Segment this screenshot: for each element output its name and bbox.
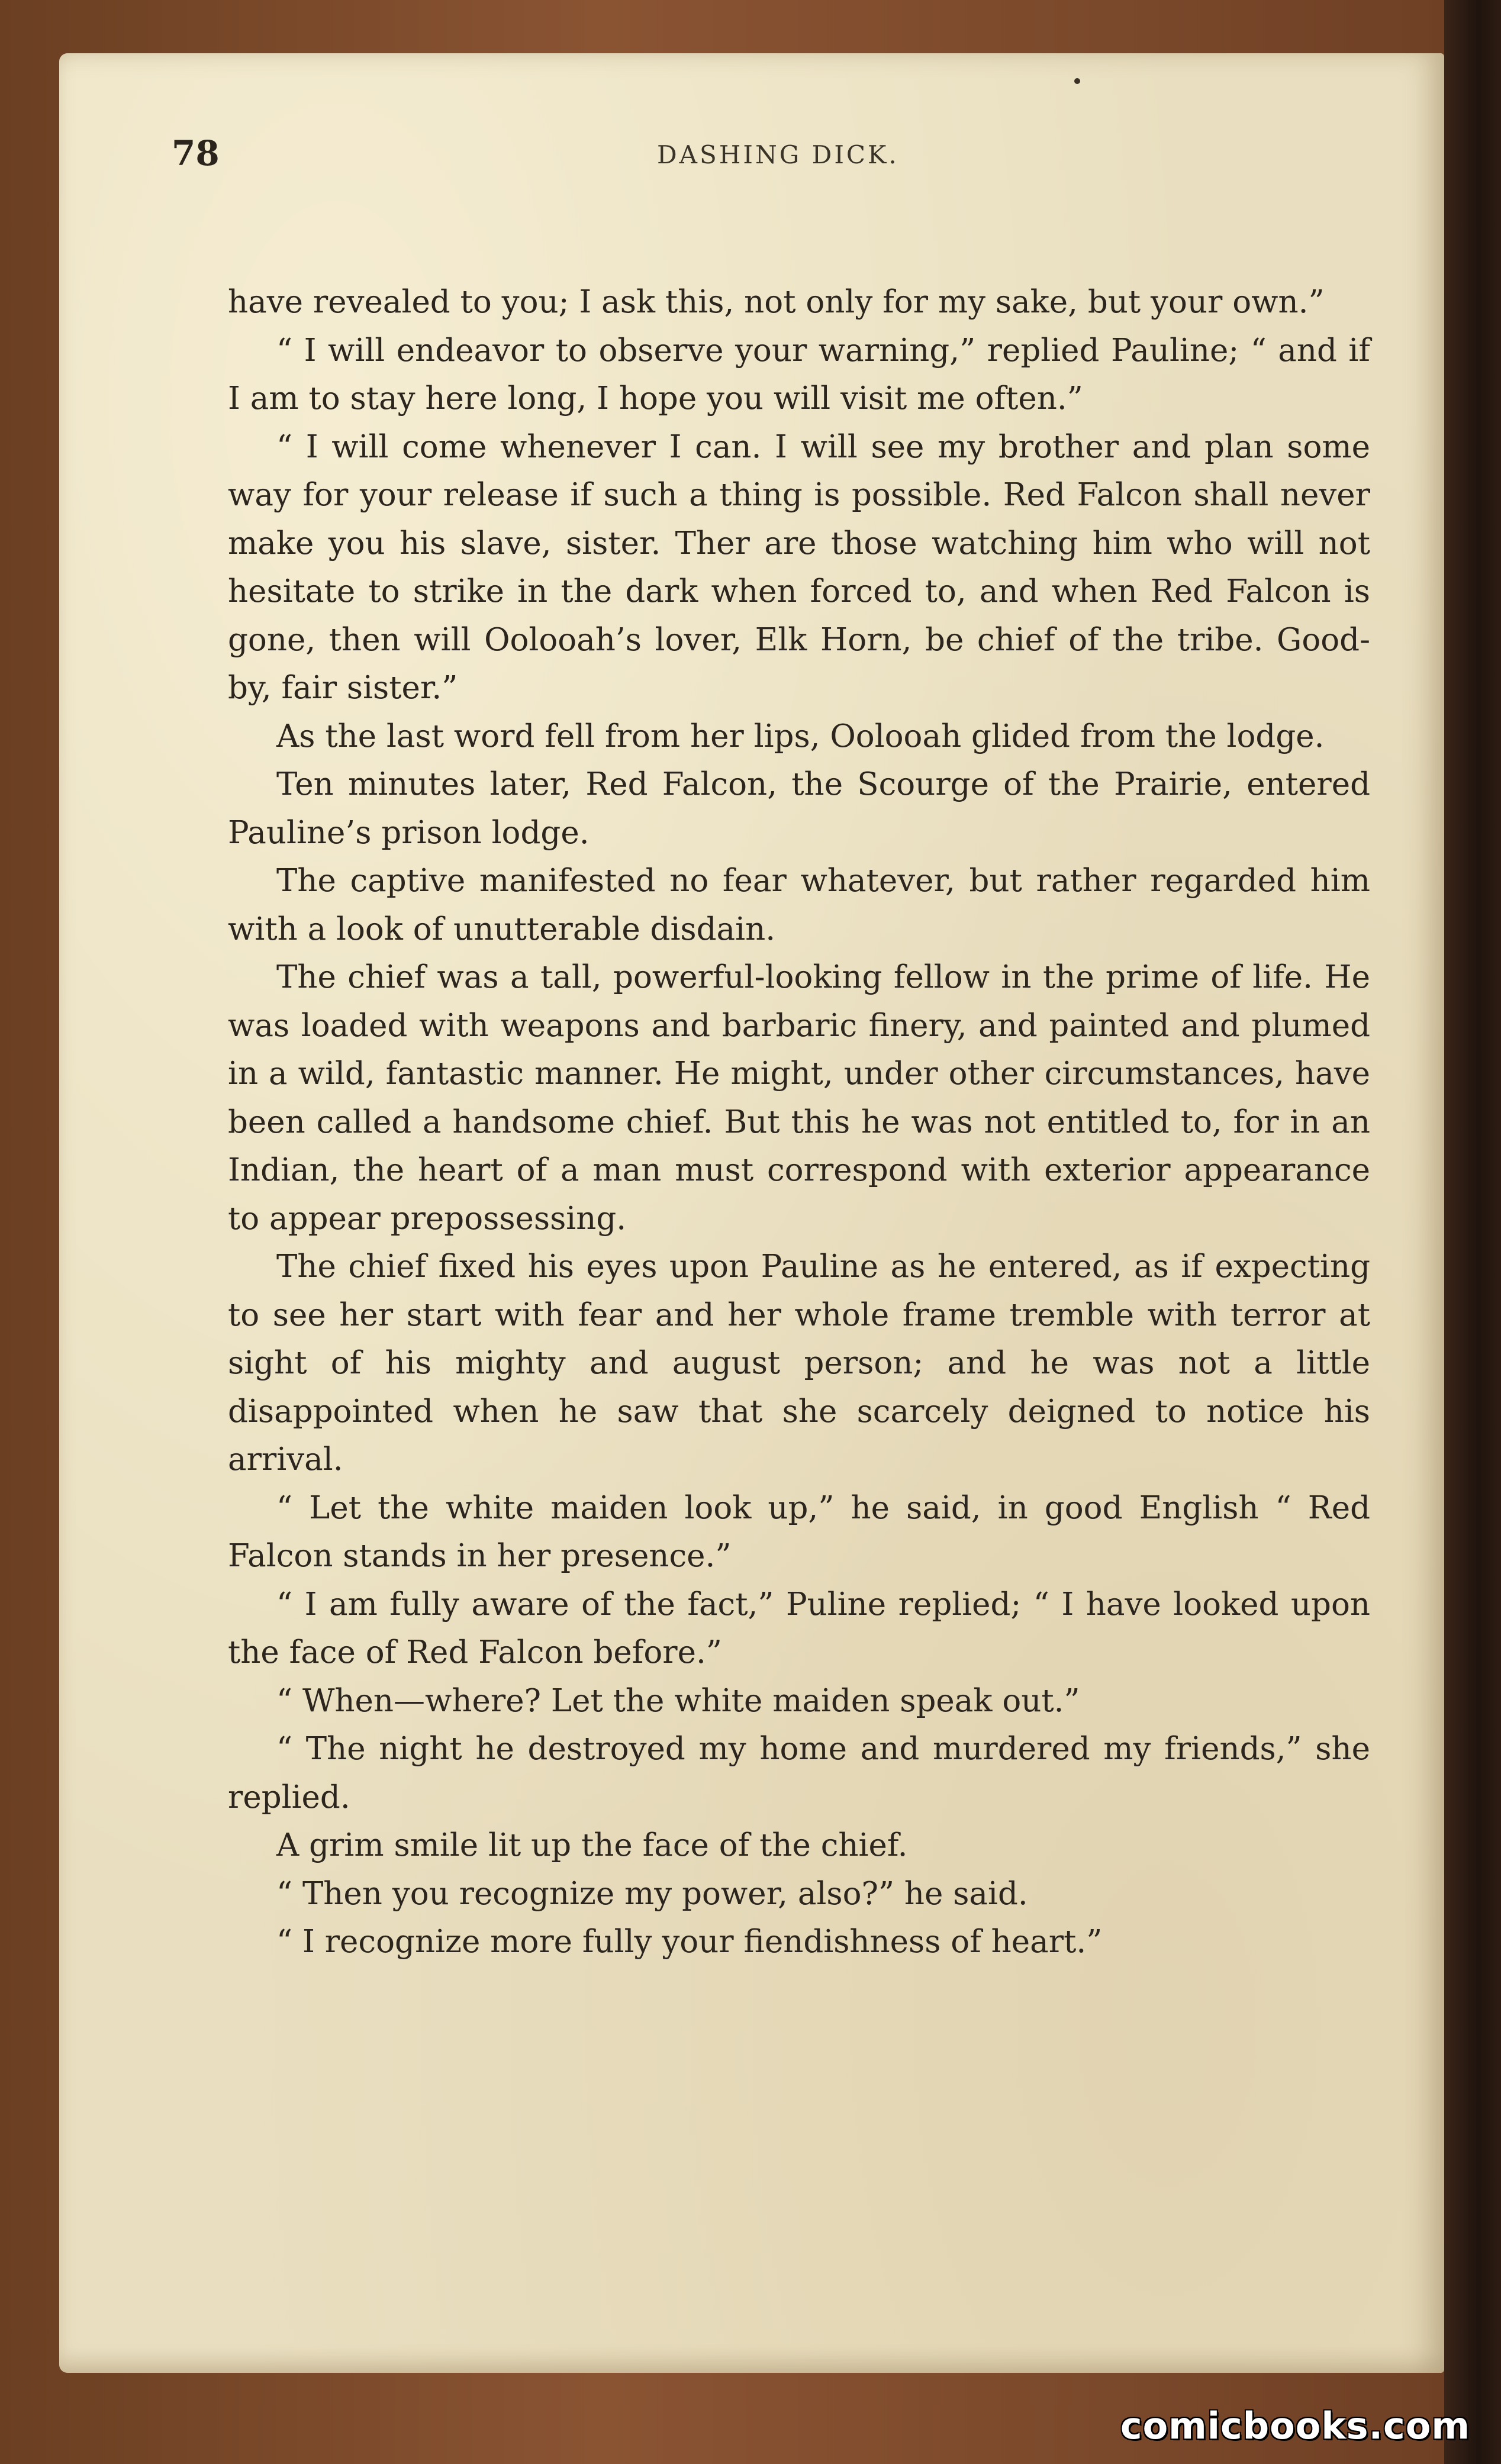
paragraph: The chief fixed his eyes upon Pauline as he entered, as if expecting to see her start with fear and her whole frame tremble with terror at sight of his mighty and august person; and he was not a little disappointed when he saw that she scarcely deigned to notice his arrival. <box>228 1249 1370 1478</box>
watermark-logo: comicbooks.com <box>1120 2404 1470 2447</box>
page-header <box>172 133 1326 186</box>
paragraph: The chief was a tall, powerful-looking fellow in the prime of life. He was loaded with weapons and barbaric finery, and painted and plumed in a wild, fantastic manner. He might, under other circumstances, have been called a handsome chief. But this he was not entitled to, for in an Indian, the heart of a man must correspond with exterior appearance to appear prepossessing. <box>228 959 1370 1237</box>
paragraph: “ Let the white maiden look up,” he said, in good English “ Red Falcon stands in her presence.” <box>228 1489 1370 1574</box>
paragraph: “ I am fully aware of the fact,” Puline replied; “ I have looked upon the face of Red Falcon before.” <box>228 1586 1370 1670</box>
paragraph: Ten minutes later, Red Falcon, the Scourge of the Prairie, entered Pauline’s prison lodge. <box>228 766 1370 851</box>
paragraph: A grim smile lit up the face of the chief. <box>276 1827 908 1863</box>
page-number: 78 <box>172 133 220 173</box>
running-head: DASHING DICK. <box>657 140 899 169</box>
paragraph: “ I will come whenever I can. I will see my brother and plan some way for your release if such a thing is possible. Red Falcon shall never make you his slave, sister. Ther are those watching him who will not hesitate to strike in the dark when forced to, and when Red Falcon is gone, then will Oolooah’s lover, Elk Horn, be chief of the tribe. Good-by, fair sister.” <box>228 428 1370 706</box>
body-text <box>228 278 1370 1966</box>
paragraph: “ The night he destroyed my home and murdered my friends,” she replied. <box>228 1731 1370 1815</box>
paragraph: have revealed to you; I ask this, not only for my sake, but your own.” <box>228 284 1325 320</box>
paragraph: “ I will endeavor to observe your warning,” replied Pauline; “ and if I am to stay here long, I hope you will visit me often.” <box>228 332 1370 417</box>
paragraph: “ I recognize more fully your fiendishness of heart.” <box>276 1924 1103 1960</box>
paragraph: “ When—where? Let the white maiden speak out.” <box>276 1682 1080 1719</box>
ink-speck <box>1074 78 1080 84</box>
paragraph: The captive manifested no fear whatever, but rather regarded him with a look of unutterable disdain. <box>228 863 1370 947</box>
book-cover-edge <box>1444 0 1501 2464</box>
paragraph: “ Then you recognize my power, also?” he said. <box>276 1875 1028 1912</box>
paragraph: As the last word fell from her lips, Oolooah glided from the lodge. <box>276 718 1325 754</box>
